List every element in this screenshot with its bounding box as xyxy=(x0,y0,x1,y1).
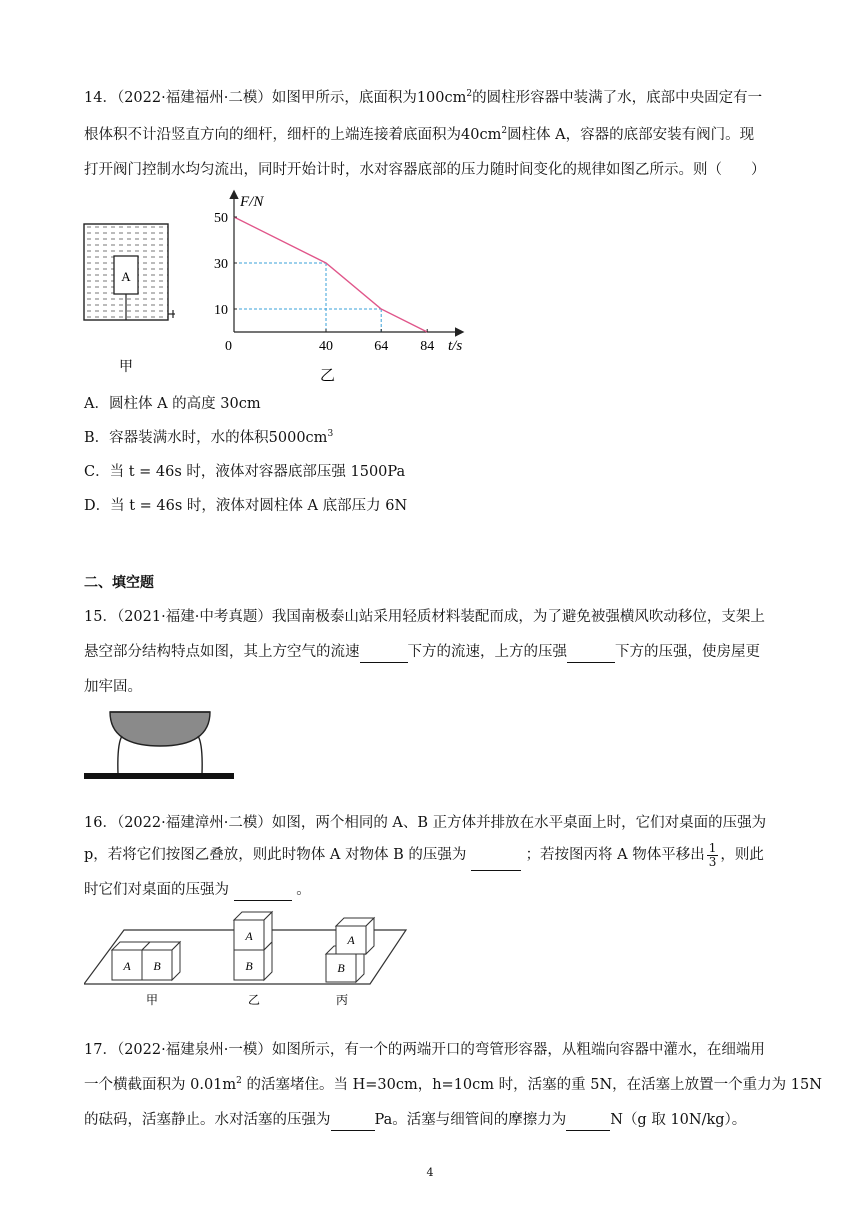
x-axis-label: t/s xyxy=(448,338,463,354)
figure-yi-caption: 乙 xyxy=(320,368,336,384)
svg-text:A: A xyxy=(245,929,253,943)
q15-line-2: 悬空部分结构特点如图，其上方空气的流速 下方的流速，上方的压强 下方的压强，使房屋更 xyxy=(84,642,760,663)
blank xyxy=(234,880,292,901)
blank xyxy=(360,642,408,663)
q14-option-d: D．当 t = 46s 时，液体对圆柱体 A 底部压力 6N xyxy=(84,498,408,514)
q16-line-3: 时它们对桌面的压强为 。 xyxy=(84,880,311,901)
page-number: 4 xyxy=(426,1166,434,1179)
caption-bing: 丙 xyxy=(335,993,349,1007)
q15-line-3: 加牢固。 xyxy=(84,679,142,695)
q17-line-3: 的砝码，活塞静止。水对活塞的压强为 Pa。活塞与细管间的摩擦力为 N（g 取 10N/kg）。 xyxy=(84,1110,746,1131)
cube-yi-a xyxy=(234,912,272,950)
series-line xyxy=(234,217,427,332)
blank xyxy=(567,642,615,663)
blank xyxy=(566,1110,610,1131)
q16-line-2: p，若将它们按图乙叠放，则此时物体 A 对物体 B 的压强为 ；若按图丙将 A 物体平移出 $\frac{1}{3}$ ，则此 xyxy=(84,840,764,871)
svg-text:B: B xyxy=(245,959,253,973)
y-tick-label-30: 30 xyxy=(214,257,228,272)
y-tick-label-10: 10 xyxy=(214,303,228,318)
x-tick-label-40: 40 xyxy=(319,339,333,354)
q14-option-c: C．当 t = 46s 时，液体对容器底部压强 1500Pa xyxy=(84,464,406,480)
q14-line-2: 根体积不计沿竖直方向的细杆，细杆的上端连接着底面积为$40cm^2$圆柱体 A，容器的底部安装有阀门。现 xyxy=(84,126,755,143)
caption-yi: 乙 xyxy=(247,993,261,1007)
cube-jia-b xyxy=(142,942,180,980)
fraction: $\frac{1}{3}$ xyxy=(708,840,717,869)
q14-option-b: B．容器装满水时，水的体积$5000cm^3$ xyxy=(84,429,334,446)
svg-text:B: B xyxy=(153,959,161,973)
y-axis-label: F/N xyxy=(240,194,264,210)
y-tick-label-50: 50 xyxy=(214,211,228,226)
figure-cubes xyxy=(84,908,414,1016)
caption-jia: 甲 xyxy=(145,993,159,1007)
origin-label: 0 xyxy=(225,339,232,354)
q14-option-a: A．圆柱体 A 的高度 30cm xyxy=(84,396,261,412)
q17-line-2: 一个横截面积为 $0.01m^2$ 的活塞堵住。当 H=30cm，h=10cm 时，活塞的重 5N，在活塞上放置一个重力为 15N xyxy=(84,1076,822,1093)
figure-jia-container xyxy=(78,218,188,378)
figure-jia-caption: 甲 xyxy=(119,360,133,375)
x-tick-label-64: 64 xyxy=(374,339,389,354)
section-title: 二、填空题 xyxy=(84,575,154,591)
blank xyxy=(331,1110,375,1131)
q16-line-1: 16．（2022·福建漳州·二模）如图，两个相同的 A、B 正方体并排放在水平桌面上时，它们对桌面的压强为 xyxy=(84,815,767,831)
figure-yi-chart xyxy=(200,186,490,386)
figure-station xyxy=(84,708,236,782)
q14-line-3: 打开阀门控制水均匀流出，同时开始计时，水对容器底部的压力随时间变化的规律如图乙所示。则（ ） xyxy=(84,162,766,178)
x-tick-label-84: 84 xyxy=(420,339,435,354)
svg-text:A: A xyxy=(347,933,355,947)
svg-text:A: A xyxy=(123,959,131,973)
q14-line-1: 14．（2022·福建福州·二模）如图甲所示，底面积为$100cm^2$的圆柱形容器中装满了水，底部中央固定有一 xyxy=(84,89,763,106)
q17-line-1: 17．（2022·福建泉州·一模）如图所示，有一个的两端开口的弯管形容器，从粗端向容器中灌水，在细端用 xyxy=(84,1042,765,1058)
q15-line-1: 15．（2021·福建·中考真题）我国南极泰山站采用轻质材料装配而成，为了避免被强横风吹动移位，支架上 xyxy=(84,609,765,625)
cylinder-a-label: A xyxy=(121,269,131,284)
blank xyxy=(471,840,521,871)
svg-text:B: B xyxy=(337,961,345,975)
cube-bing-a xyxy=(336,918,374,954)
